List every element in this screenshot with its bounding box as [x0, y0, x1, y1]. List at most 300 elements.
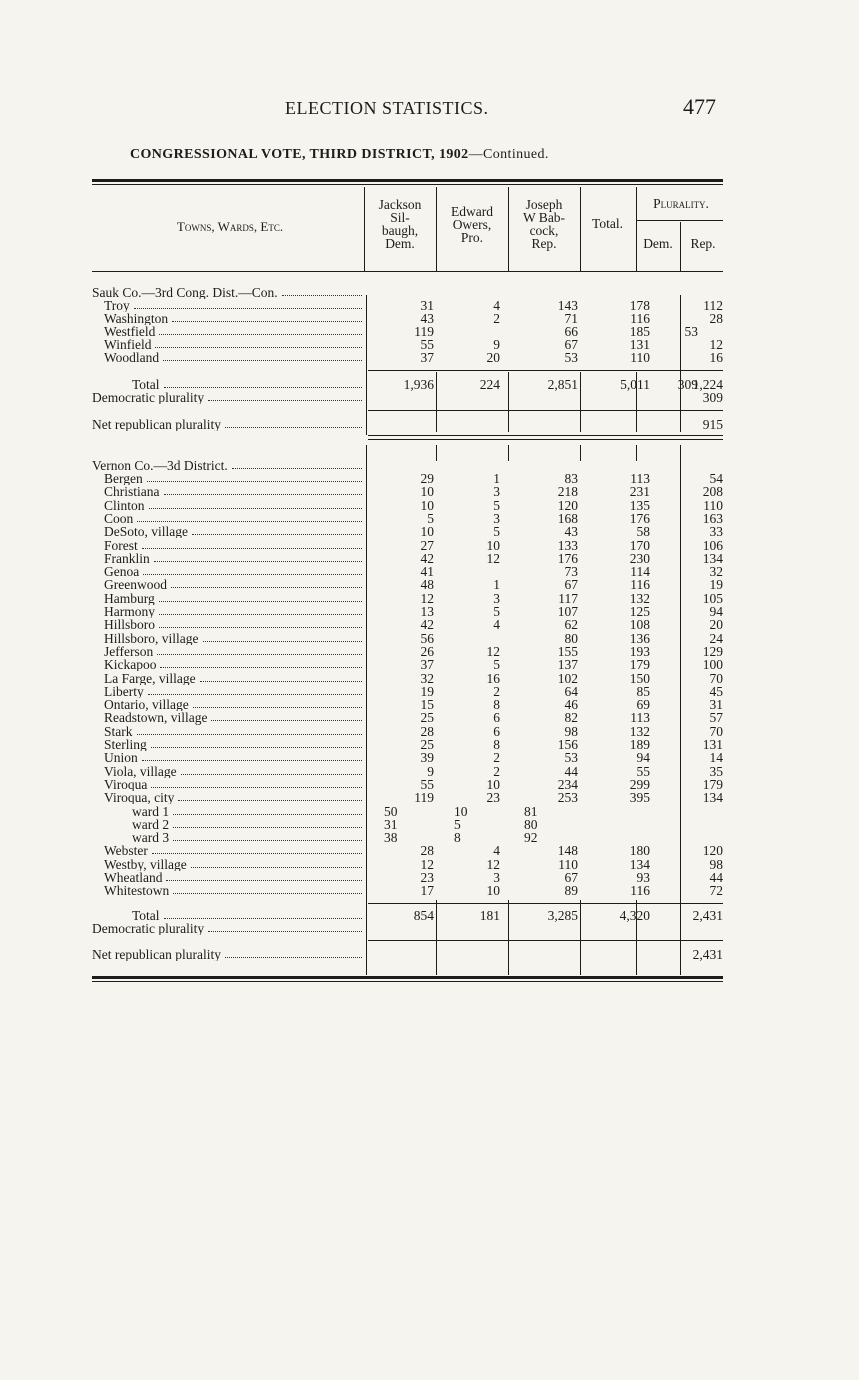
header-owers-line3: Pro. — [460, 230, 484, 245]
total-votes: 125 — [629, 604, 650, 619]
top-rule-thin — [92, 184, 723, 185]
ward-name: ward 2 — [132, 817, 170, 832]
top-rule — [92, 179, 723, 182]
leader-dots — [171, 587, 362, 588]
rep-plurality: 94 — [709, 604, 723, 619]
owers-votes: 8 — [493, 737, 500, 752]
rep-plurality: 33 — [709, 524, 723, 540]
town-name: Whitestown — [104, 884, 170, 898]
owers-votes: 23 — [486, 790, 500, 806]
jackson-votes: 28 — [420, 723, 434, 739]
babcock-votes: 44 — [564, 763, 578, 779]
net-rep-value: 915 — [702, 417, 723, 432]
header-total: Total. — [592, 216, 623, 231]
town-name: Washington — [104, 312, 169, 326]
jackson-votes: 12 — [420, 590, 434, 606]
owers-votes: 3 — [493, 484, 500, 500]
babcock-votes: 234 — [557, 776, 578, 792]
grand-total: 5,011 — [620, 377, 650, 392]
babcock-votes: 73 — [564, 564, 578, 580]
vernon-heading-row — [92, 459, 723, 472]
jackson-votes: 26 — [420, 643, 434, 659]
header-jackson-line2: Sil- — [390, 210, 410, 225]
total-votes: 94 — [636, 750, 650, 766]
sauk-end-rule-2 — [368, 439, 723, 440]
table-row — [92, 485, 723, 498]
sauk-total-rule — [368, 370, 723, 371]
page-number: 477 — [683, 94, 716, 119]
running-head — [0, 94, 859, 124]
total-votes: 178 — [629, 298, 650, 313]
leader-dots — [173, 893, 362, 894]
jackson-votes: 10 — [420, 524, 434, 540]
vernon-heading: Vernon Co.—3d District. — [92, 459, 228, 473]
total-votes: 113 — [630, 471, 650, 486]
owers-votes: 10 — [486, 537, 500, 553]
rep-plurality: 70 — [709, 670, 723, 686]
leader-dots — [193, 707, 362, 708]
babcock-votes: 67 — [564, 337, 578, 352]
total-votes: 135 — [629, 497, 650, 513]
rep-plurality: 45 — [709, 683, 723, 699]
town-name: Westby, village — [104, 857, 187, 871]
leader-dots — [164, 387, 362, 388]
rep-plurality: 35 — [709, 763, 723, 779]
jackson-votes: 17 — [420, 883, 434, 899]
town-name: Franklin — [104, 551, 150, 566]
jackson-total: 854 — [413, 908, 434, 923]
ward-row — [92, 831, 723, 844]
table-row — [92, 539, 723, 552]
table-row — [92, 299, 723, 312]
bottom-rule — [92, 976, 723, 979]
rep-plurality: 28 — [709, 311, 723, 326]
jackson-votes: 28 — [420, 843, 434, 859]
rep-plurality: 57 — [709, 710, 723, 726]
table-row — [92, 618, 723, 631]
owers-votes: 8 — [454, 830, 461, 846]
babcock-votes: 133 — [557, 537, 578, 553]
leader-dots — [200, 681, 362, 682]
header-babcock-line1: Joseph — [525, 197, 563, 212]
total-votes: 55 — [636, 763, 650, 779]
babcock-votes: 67 — [564, 870, 578, 885]
total-votes: 193 — [629, 643, 650, 659]
town-name: Stark — [104, 724, 133, 738]
rep-plurality: 16 — [709, 350, 723, 365]
total-votes: 136 — [629, 630, 650, 646]
jackson-votes: 42 — [420, 550, 434, 566]
town-name: Kickapoo — [104, 658, 157, 672]
jackson-votes: 15 — [420, 697, 434, 713]
owers-votes: 8 — [493, 697, 500, 713]
jackson-votes: 10 — [420, 497, 434, 513]
town-name: Wheatland — [104, 871, 163, 885]
sauk-total-row — [92, 378, 723, 391]
table-row — [92, 672, 723, 685]
babcock-votes: 148 — [557, 843, 578, 859]
total-votes: 93 — [636, 870, 650, 885]
table-row — [92, 698, 723, 711]
babcock-total: 2,851 — [547, 377, 578, 392]
total-label: Total — [132, 909, 160, 923]
leader-dots — [152, 853, 362, 854]
babcock-votes: 67 — [564, 577, 578, 593]
plurality-rule — [636, 220, 723, 221]
babcock-votes: 53 — [564, 350, 578, 365]
header-jackson-line4: Dem. — [385, 236, 415, 251]
header-babcock-line2: W Bab- — [522, 210, 566, 225]
jackson-votes: 119 — [414, 790, 434, 806]
total-votes: 131 — [629, 337, 650, 352]
rep-plurality: 100 — [702, 657, 723, 673]
sauk-end-rule — [368, 435, 723, 436]
leader-dots — [173, 827, 362, 828]
leader-dots — [225, 957, 362, 958]
rep-plurality: 20 — [709, 617, 723, 633]
total-votes: 116 — [630, 883, 650, 899]
jackson-votes: 119 — [414, 324, 434, 339]
sauk-net-rule — [368, 410, 723, 411]
col-line-5 — [636, 187, 637, 271]
table-row — [92, 725, 723, 738]
owers-votes: 3 — [493, 590, 500, 606]
rep-plurality: 134 — [702, 790, 723, 806]
leader-dots — [159, 627, 362, 628]
col-line-3 — [508, 187, 509, 271]
town-name: Harmony — [104, 605, 155, 619]
owers-votes: 5 — [493, 604, 500, 619]
jackson-votes: 23 — [420, 870, 434, 885]
owers-votes: 5 — [493, 497, 500, 513]
ward-row — [92, 818, 723, 831]
header-jackson-line3: baugh, — [381, 223, 419, 238]
leader-dots — [164, 918, 362, 919]
rep-plurality: 24 — [709, 630, 723, 646]
owers-votes: 10 — [486, 883, 500, 899]
total-votes: 134 — [629, 856, 650, 872]
header-plurality-rep: Rep. — [690, 236, 716, 251]
leader-dots — [191, 867, 362, 868]
leader-dots — [151, 747, 362, 748]
header-owers — [436, 205, 508, 244]
babcock-votes: 89 — [564, 883, 578, 899]
leader-dots — [172, 321, 362, 322]
table-row — [92, 565, 723, 578]
table-row — [92, 791, 723, 804]
table-row — [92, 751, 723, 764]
header-towns: Towns, Wards, Etc. — [176, 219, 284, 234]
rep-plurality: 179 — [702, 776, 723, 792]
running-title: ELECTION STATISTICS. — [285, 98, 489, 118]
ward-name: ward 1 — [132, 804, 170, 818]
owers-votes: 1 — [493, 471, 500, 486]
rep-plurality: 208 — [702, 484, 723, 500]
leader-dots — [148, 694, 362, 695]
header-babcock — [508, 198, 580, 250]
table-row — [92, 552, 723, 565]
header-plurality-dem: Dem. — [643, 236, 673, 251]
town-name: Greenwood — [104, 578, 167, 592]
town-name: Hillsboro — [104, 618, 156, 632]
table-row — [92, 711, 723, 724]
jackson-votes: 38 — [384, 830, 398, 846]
babcock-votes: 66 — [564, 324, 578, 339]
total-votes: 85 — [636, 683, 650, 699]
total-votes: 395 — [629, 790, 650, 806]
babcock-votes: 46 — [564, 697, 578, 713]
babcock-votes: 53 — [564, 750, 578, 766]
header-plurality: Plurality. — [653, 196, 709, 211]
leader-dots — [159, 334, 362, 335]
leader-dots — [181, 774, 362, 775]
leader-dots — [159, 614, 362, 615]
rep-plurality: 54 — [709, 471, 723, 486]
header-rule — [92, 271, 723, 272]
table-row — [92, 858, 723, 871]
total-votes: 69 — [636, 697, 650, 713]
table-row — [92, 778, 723, 791]
leader-dots — [163, 360, 362, 361]
table-row — [92, 351, 723, 364]
jackson-votes: 39 — [420, 750, 434, 766]
babcock-votes: 156 — [557, 737, 578, 752]
leader-dots — [137, 734, 363, 735]
leader-dots — [173, 814, 362, 815]
town-name: Christiana — [104, 485, 160, 499]
dem-plurality-label: Democratic plurality — [92, 391, 205, 405]
jackson-votes: 56 — [420, 630, 434, 646]
babcock-votes: 83 — [564, 471, 578, 486]
jackson-votes: 42 — [420, 617, 434, 633]
jackson-votes: 13 — [420, 604, 434, 619]
town-name: Forest — [104, 538, 138, 552]
babcock-votes: 82 — [564, 710, 578, 726]
leader-dots — [164, 494, 363, 495]
rep-plurality: 129 — [702, 643, 723, 659]
table-row — [92, 645, 723, 658]
rep-plurality: 110 — [703, 497, 723, 513]
total-votes: 114 — [630, 564, 650, 580]
table-row — [92, 605, 723, 618]
babcock-votes: 176 — [557, 550, 578, 566]
leader-dots — [142, 548, 362, 549]
owers-votes: 12 — [486, 643, 500, 659]
sauk-net-rep-row — [92, 418, 723, 431]
town-name: Viola, village — [104, 764, 177, 778]
leader-dots — [282, 295, 362, 296]
jackson-votes: 37 — [420, 350, 434, 365]
rep-plurality: 98 — [709, 856, 723, 872]
owers-votes: 20 — [486, 350, 500, 365]
jackson-votes: 19 — [420, 683, 434, 699]
table-row — [92, 765, 723, 778]
header-babcock-line3: cock, — [529, 223, 559, 238]
grand-total: 4,320 — [619, 908, 650, 923]
babcock-votes: 80 — [524, 816, 538, 832]
leader-dots — [173, 840, 362, 841]
vernon-total-row — [92, 909, 723, 922]
table-row — [92, 592, 723, 605]
owers-votes: 4 — [493, 298, 500, 313]
jackson-votes: 31 — [384, 816, 398, 832]
town-name: Troy — [104, 299, 130, 313]
town-name: Webster — [104, 844, 148, 858]
rep-plurality: 12 — [709, 337, 723, 352]
owers-votes: 16 — [486, 670, 500, 686]
table-row — [92, 578, 723, 591]
owers-votes: 10 — [486, 776, 500, 792]
owers-votes: 2 — [493, 750, 500, 766]
jackson-votes: 55 — [420, 776, 434, 792]
table-title-continued: —Continued. — [468, 147, 549, 162]
rep-plurality: 14 — [709, 750, 723, 766]
total-votes: 108 — [629, 617, 650, 633]
babcock-votes: 137 — [557, 657, 578, 673]
jackson-total: 1,936 — [403, 377, 434, 392]
town-name: Union — [104, 751, 138, 765]
rep-plurality: 19 — [709, 577, 723, 593]
rep-plurality: 106 — [702, 537, 723, 553]
net-rep-value: 2,431 — [692, 947, 723, 962]
net-rep-label: Net republican plurality — [92, 418, 221, 432]
col-line-4 — [580, 187, 581, 271]
town-name: Winfield — [104, 338, 152, 352]
col-line-2 — [436, 187, 437, 271]
leader-dots — [147, 481, 362, 482]
babcock-votes: 98 — [564, 723, 578, 739]
rep-plurality: 32 — [709, 564, 723, 580]
babcock-votes: 117 — [558, 590, 578, 606]
sauk-heading: Sauk Co.—3rd Cong. Dist.—Con. — [92, 286, 278, 300]
dem-plurality-label: Democratic plurality — [92, 922, 205, 936]
town-name: Coon — [104, 511, 134, 526]
total-votes: 176 — [629, 510, 650, 526]
total-votes: 179 — [629, 657, 650, 673]
table-row — [92, 512, 723, 525]
owers-votes: 9 — [493, 337, 500, 352]
leader-dots — [134, 308, 362, 309]
header-owers-line1: Edward — [451, 204, 493, 219]
vernon-total-rule — [368, 903, 723, 904]
table-row — [92, 338, 723, 351]
leader-dots — [151, 787, 362, 788]
vernon-dem-plurality-row — [92, 922, 723, 935]
total-votes: 299 — [629, 776, 650, 792]
owers-total: 181 — [479, 908, 500, 923]
leader-dots — [159, 601, 362, 602]
header-owers-line2: Owers, — [452, 217, 492, 232]
leader-dots — [208, 400, 362, 401]
rep-plurality: 72 — [709, 883, 723, 899]
town-name: Liberty — [104, 684, 144, 699]
babcock-votes: 43 — [564, 524, 578, 540]
table-row — [92, 738, 723, 751]
jackson-votes: 25 — [420, 737, 434, 752]
town-name: Clinton — [104, 498, 145, 512]
table-row — [92, 871, 723, 884]
total-votes: 231 — [629, 484, 650, 500]
total-votes: 132 — [629, 723, 650, 739]
table-row — [92, 844, 723, 857]
table-row — [92, 685, 723, 698]
owers-votes: 3 — [493, 510, 500, 526]
jackson-votes: 31 — [420, 298, 434, 313]
jackson-votes: 10 — [420, 484, 434, 500]
table-row — [92, 499, 723, 512]
babcock-votes: 107 — [557, 604, 578, 619]
table-row — [92, 632, 723, 645]
town-name: Readstown, village — [104, 711, 208, 725]
babcock-votes: 155 — [557, 643, 578, 659]
owers-votes: 6 — [493, 723, 500, 739]
town-name: Viroqua, city — [104, 791, 175, 805]
total-votes: 170 — [629, 537, 650, 553]
total-votes: 150 — [629, 670, 650, 686]
jackson-votes: 37 — [420, 657, 434, 673]
total-votes: 189 — [629, 737, 650, 752]
dem-plurality-value: 309 — [702, 390, 723, 405]
owers-votes: 1 — [493, 577, 500, 593]
town-name: Hillsboro, village — [104, 631, 199, 645]
dem-plurality: 53 — [684, 324, 698, 339]
leader-dots — [192, 534, 362, 535]
dem-plurality-total: 309 — [677, 377, 698, 392]
babcock-votes: 143 — [557, 298, 578, 313]
net-rep-label: Net republican plurality — [92, 948, 221, 962]
babcock-total: 3,285 — [547, 908, 578, 923]
babcock-votes: 81 — [524, 803, 538, 819]
owers-votes: 5 — [493, 657, 500, 673]
leader-dots — [143, 574, 362, 575]
table-row — [92, 325, 723, 338]
table-row — [92, 312, 723, 325]
leader-dots — [166, 880, 362, 881]
owers-votes: 2 — [493, 683, 500, 699]
owers-votes: 6 — [493, 710, 500, 726]
owers-votes: 2 — [493, 763, 500, 779]
total-votes: 185 — [629, 324, 650, 339]
total-label: Total — [132, 378, 160, 392]
owers-total: 224 — [479, 377, 500, 392]
rep-plurality: 70 — [709, 723, 723, 739]
leader-dots — [157, 654, 362, 655]
rep-plurality: 44 — [709, 870, 723, 885]
owers-votes: 10 — [454, 803, 468, 819]
total-votes: 132 — [629, 590, 650, 606]
town-name: Woodland — [104, 351, 160, 365]
rep-plurality: 120 — [702, 843, 723, 859]
total-votes: 116 — [630, 311, 650, 326]
header-babcock-line4: Rep. — [531, 236, 557, 251]
babcock-votes: 253 — [557, 790, 578, 806]
total-votes: 110 — [630, 350, 650, 365]
rep-plurality: 163 — [702, 510, 723, 526]
header-jackson-line1: Jackson — [378, 197, 422, 212]
town-name: Bergen — [104, 472, 143, 486]
leader-dots — [154, 561, 362, 562]
total-votes: 116 — [630, 577, 650, 593]
jackson-votes: 41 — [420, 564, 434, 580]
jackson-votes: 12 — [420, 856, 434, 872]
rep-plurality: 134 — [702, 550, 723, 566]
ward-row — [92, 805, 723, 818]
leader-dots — [160, 667, 362, 668]
rep-plurality-total: 2,431 — [692, 908, 723, 923]
table-row — [92, 658, 723, 671]
ward-name: ward 3 — [132, 831, 170, 845]
babcock-votes: 62 — [564, 617, 578, 633]
